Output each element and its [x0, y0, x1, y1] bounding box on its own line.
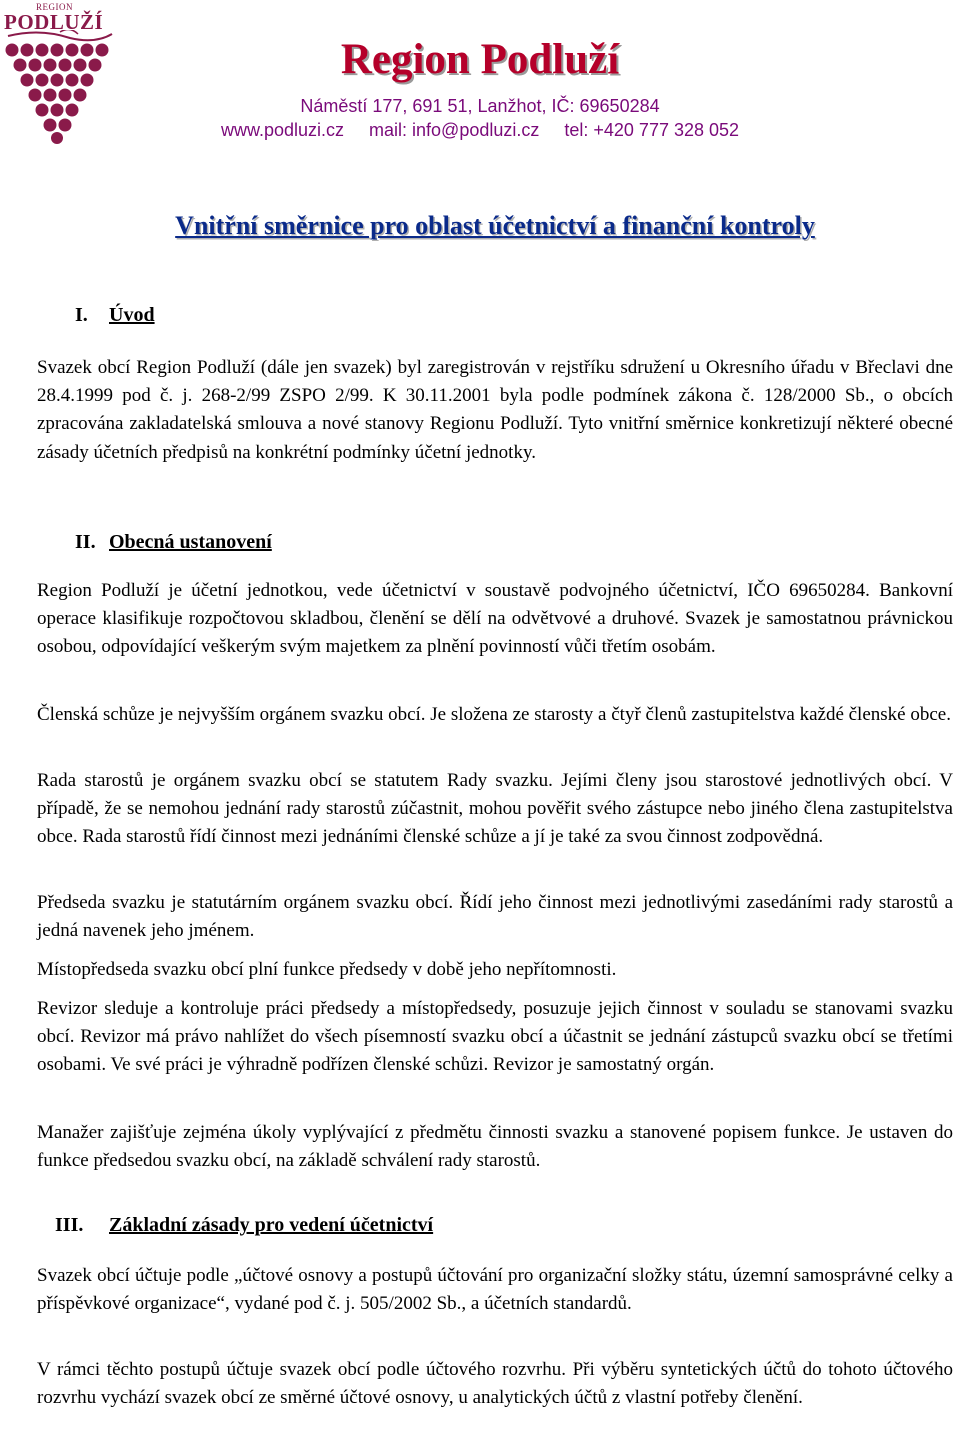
paragraph: Svazek obcí Region Podluží (dále jen svazek) byl zaregistrován v rejstříku sdružení u Okresního úřadu v Břeclavi dne 28.4.1999 pod č. j. 268-2/99 ZSPO 2/99. K 30.11.2001 byla podle podmínek zákona č. 128/2000 Sb., o obcích zpracována zakladatelská smlouva a nové stanovy Regionu Podluží. Tyto vnitřní směrnice konkretizují některé obecné zásady účetních předpisů na konkrétní podmínky účetní jednotky.	[37, 357, 953, 463]
section-title: Úvod	[109, 304, 155, 326]
paragraph: Region Podluží je účetní jednotkou, vede účetnictví v soustavě podvojného účetnictví, IČO 69650284. Bankovní operace klasifikuje rozpočtovou skladbou, členění se dělí na odvětvové a druhové. Svazek je samostatnou právnickou osobou, odpovídající veškerým svým majetkem za plnění povinností vůči třetím osobám.	[37, 580, 953, 658]
contact-line	[0, 121, 960, 139]
organization-name: Region Podluží	[340, 36, 620, 83]
section-title: Obecná ustanovení	[109, 531, 272, 553]
section-number: I.	[75, 304, 88, 326]
section-number: III.	[55, 1214, 84, 1236]
website-link[interactable]: www.podluzi.cz	[220, 120, 344, 140]
section-number: II.	[75, 531, 96, 553]
paragraph: Předseda svazku je statutárním orgánem svazku obcí. Řídí jeho činnost mezi jednotlivými zasedáními rady starostů a jedná navenek jeho jménem.	[37, 892, 953, 942]
phone-text: tel: +420 777 328 052	[564, 120, 740, 140]
address-line: Náměstí 177, 691 51, Lanžhot, IČ: 69650284	[300, 96, 660, 116]
email-link[interactable]: mail: info@podluzi.cz	[369, 120, 540, 140]
logo-name-text: PODLUŽÍ	[4, 10, 104, 34]
section-title: Základní zásady pro vedení účetnictví	[109, 1214, 434, 1236]
paragraph: V rámci těchto postupů účtuje svazek obcí podle účtového rozvrhu. Při výběru syntetických účtů do tohoto účtového rozvrhu vychází svazek obcí ze směrné účtové osnovy, u analytických účtů z vlastní potřeby členění.	[37, 1359, 953, 1409]
paragraph: Rada starostů je orgánem svazku obcí se statutem Rady svazku. Jejími členy jsou starostové jednotlivých obcí. V případě, že se nemohou jednání rady starostů zúčastnit, mohou pověřit svého zástupce nebo jiného člena zastupitelstva obce. Rada starostů řídí činnost mezi jednáními členské schůze a jí je také za svou činnost zodpovědná.	[37, 770, 953, 848]
document-title: Vnitřní směrnice pro oblast účetnictví a finanční kontroly	[175, 211, 815, 240]
paragraph: Svazek obcí účtuje podle „účtové osnovy a postupů účtování pro organizační složky státu, územní samosprávné celky a příspěvkové organizace“, vydané pod č. j. 505/2002 Sb., a účetních standardů.	[37, 1265, 953, 1315]
paragraph: Místopředseda svazku obcí plní funkce předsedy v době jeho nepřítomnosti.	[37, 959, 617, 980]
logo-region-text: REGION	[36, 2, 73, 12]
paragraph: Manažer zajišťuje zejména úkoly vyplývající z předmětu činnosti svazku a stanovené popisem funkce. Je ustaven do funkce předsedou svazku obcí, na základě schválení rady starostů.	[37, 1122, 953, 1172]
paragraph: Revizor sleduje a kontroluje práci předsedy a místopředsedy, posuzuje jejich činnost v souladu se stanovami svazku obcí. Revizor má právo nahlížet do všech písemností svazku obcí a účastnit se jednání zástupců svazku obcí se třetími osobami. Ve své práci je výhradně podřízen členské schůzi. Revizor je samostatný orgán.	[37, 998, 953, 1076]
paragraph: Členská schůze je nejvyšším orgánem svazku obcí. Je složena ze starosty a čtyř členů zastupitelstva každé členské obce.	[37, 704, 951, 725]
